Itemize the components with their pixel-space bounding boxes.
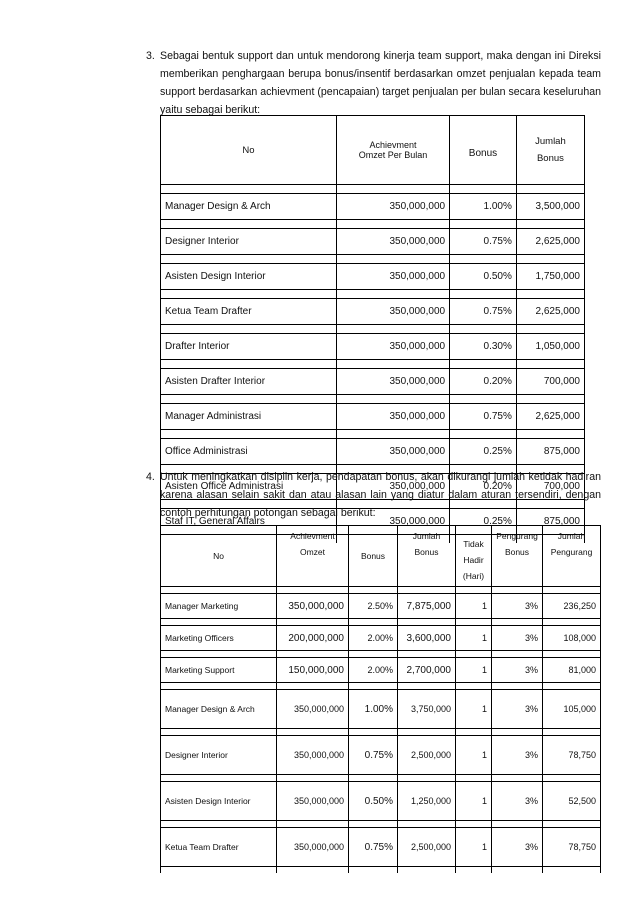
spacer-cell bbox=[349, 729, 398, 736]
table-row bbox=[161, 626, 601, 651]
spacer-cell bbox=[277, 587, 349, 594]
bonus-cell: 0.20% bbox=[450, 369, 517, 395]
table-row bbox=[161, 690, 601, 729]
pengurang-bonus-cell: 3% bbox=[492, 658, 543, 683]
spacer-cell bbox=[456, 775, 492, 782]
spacer-cell bbox=[398, 821, 456, 828]
header2-jumlah-pengurang-line2: Pengurang bbox=[550, 547, 593, 557]
position-cell: Staf IT, General Affairs bbox=[161, 509, 337, 535]
bonus-cell: 0.75% bbox=[349, 736, 398, 775]
row-spacer bbox=[161, 587, 601, 594]
spacer-cell bbox=[277, 821, 349, 828]
spacer-cell bbox=[492, 651, 543, 658]
jumlah-bonus-cell: 3,500,000 bbox=[516, 194, 584, 220]
jumlah-bonus-cell: 7,875,000 bbox=[398, 594, 456, 619]
header2-tidak-line3: (Hari) bbox=[462, 571, 485, 581]
bonus-cell: 0.20% bbox=[450, 474, 517, 500]
bonus-cell: 0.75% bbox=[450, 229, 517, 255]
spacer-cell bbox=[161, 683, 277, 690]
jumlah-pengurang-cell: 52,500 bbox=[543, 782, 601, 821]
header2-tidak-hadir bbox=[456, 526, 492, 587]
spacer-cell bbox=[516, 395, 584, 404]
row-spacer bbox=[161, 430, 585, 439]
omzet-cell: 350,000,000 bbox=[277, 782, 349, 821]
spacer-cell bbox=[516, 220, 584, 229]
jumlah-bonus-cell: 875,000 bbox=[516, 439, 584, 465]
row-spacer bbox=[161, 867, 601, 874]
row-spacer bbox=[161, 729, 601, 736]
section-3-paragraph: Sebagai bentuk support dan untuk mendorong kinerja team support, maka dengan ini Direksi memberikan penghargaan berupa bonus/insentif berdasarkan omzet penjualan kepada team support berdasarkan achievment (pencapaian) target penjualan per bulan secara keseluruhan yaitu sebagai berikut: bbox=[160, 50, 601, 116]
position-cell: Designer Interior bbox=[161, 229, 337, 255]
omzet-cell: 200,000,000 bbox=[277, 626, 349, 651]
deduction-table-header bbox=[161, 526, 601, 587]
spacer-cell bbox=[450, 395, 517, 404]
spacer-cell bbox=[492, 775, 543, 782]
spacer-cell bbox=[337, 290, 450, 299]
jumlah-bonus-cell: 700,000 bbox=[516, 369, 584, 395]
table-row bbox=[161, 404, 585, 430]
position-cell: Asisten Design Interior bbox=[161, 264, 337, 290]
spacer-cell bbox=[543, 867, 601, 874]
position-cell: Designer Interior bbox=[161, 736, 277, 775]
spacer-cell bbox=[456, 683, 492, 690]
table-row bbox=[161, 439, 585, 465]
header-no: No bbox=[161, 116, 337, 185]
spacer-cell bbox=[492, 619, 543, 626]
spacer-cell bbox=[161, 290, 337, 299]
header2-jumlah-line2: Bonus bbox=[414, 547, 439, 557]
bonus-cell: 0.50% bbox=[349, 782, 398, 821]
header-jumlah-line1: Jumlah bbox=[535, 136, 566, 147]
bonus-cell: 0.75% bbox=[450, 299, 517, 325]
jumlah-bonus-cell: 2,500,000 bbox=[398, 736, 456, 775]
section-4-number: 4. bbox=[146, 471, 155, 483]
table-row bbox=[161, 299, 585, 325]
spacer-cell bbox=[516, 290, 584, 299]
table-row bbox=[161, 782, 601, 821]
jumlah-bonus-cell: 2,700,000 bbox=[398, 658, 456, 683]
omzet-cell: 350,000,000 bbox=[337, 439, 450, 465]
table-row bbox=[161, 369, 585, 395]
row-spacer bbox=[161, 185, 585, 194]
table-row bbox=[161, 658, 601, 683]
spacer-cell bbox=[456, 821, 492, 828]
spacer-cell bbox=[492, 729, 543, 736]
spacer-cell bbox=[398, 775, 456, 782]
spacer-cell bbox=[543, 619, 601, 626]
omzet-cell: 350,000,000 bbox=[337, 474, 450, 500]
row-spacer bbox=[161, 360, 585, 369]
pengurang-bonus-cell: 3% bbox=[492, 782, 543, 821]
omzet-cell: 350,000,000 bbox=[337, 334, 450, 360]
header2-jumlah-line1: Jumlah bbox=[412, 531, 441, 541]
jumlah-pengurang-cell: 78,750 bbox=[543, 828, 601, 867]
bonus-cell: 2.00% bbox=[349, 658, 398, 683]
spacer-cell bbox=[543, 651, 601, 658]
spacer-cell bbox=[161, 619, 277, 626]
spacer-cell bbox=[543, 729, 601, 736]
spacer-cell bbox=[492, 821, 543, 828]
spacer-cell bbox=[398, 867, 456, 874]
section-3-number: 3. bbox=[146, 50, 155, 62]
spacer-cell bbox=[456, 867, 492, 874]
jumlah-bonus-cell: 1,050,000 bbox=[516, 334, 584, 360]
spacer-cell bbox=[349, 821, 398, 828]
table-row bbox=[161, 828, 601, 867]
header-jumlah-bonus bbox=[516, 116, 584, 185]
position-cell: Asisten Office Administrasi bbox=[161, 474, 337, 500]
omzet-cell: 350,000,000 bbox=[337, 369, 450, 395]
spacer-cell bbox=[349, 619, 398, 626]
header2-achievment-line1: Achievment bbox=[290, 531, 335, 541]
jumlah-pengurang-cell: 108,000 bbox=[543, 626, 601, 651]
spacer-cell bbox=[398, 683, 456, 690]
jumlah-pengurang-cell: 105,000 bbox=[543, 690, 601, 729]
row-spacer bbox=[161, 651, 601, 658]
header2-bonus: Bonus bbox=[349, 526, 398, 587]
position-cell: Ketua Team Drafter bbox=[161, 299, 337, 325]
tidak-hadir-cell: 1 bbox=[456, 736, 492, 775]
spacer-cell bbox=[161, 587, 277, 594]
spacer-cell bbox=[516, 255, 584, 264]
row-spacer bbox=[161, 290, 585, 299]
spacer-cell bbox=[516, 360, 584, 369]
spacer-cell bbox=[161, 729, 277, 736]
spacer-cell bbox=[516, 430, 584, 439]
bonus-cell: 0.25% bbox=[450, 509, 517, 535]
spacer-cell bbox=[398, 651, 456, 658]
spacer-cell bbox=[516, 325, 584, 334]
spacer-cell bbox=[161, 325, 337, 334]
spacer-cell bbox=[456, 587, 492, 594]
spacer-cell bbox=[161, 821, 277, 828]
spacer-cell bbox=[277, 683, 349, 690]
spacer-cell bbox=[161, 220, 337, 229]
spacer-cell bbox=[543, 587, 601, 594]
position-cell: Drafter Interior bbox=[161, 334, 337, 360]
spacer-cell bbox=[450, 430, 517, 439]
spacer-cell bbox=[543, 683, 601, 690]
spacer-cell bbox=[456, 651, 492, 658]
omzet-cell: 350,000,000 bbox=[337, 229, 450, 255]
jumlah-bonus-cell: 2,625,000 bbox=[516, 404, 584, 430]
position-cell: Marketing Support bbox=[161, 658, 277, 683]
spacer-cell bbox=[349, 867, 398, 874]
header-bonus: Bonus bbox=[450, 116, 517, 185]
jumlah-bonus-cell: 700,000 bbox=[516, 474, 584, 500]
header-achievment-line2: Omzet Per Bulan bbox=[358, 150, 428, 160]
omzet-cell: 350,000,000 bbox=[337, 299, 450, 325]
omzet-cell: 350,000,000 bbox=[337, 404, 450, 430]
spacer-cell bbox=[456, 619, 492, 626]
tidak-hadir-cell: 1 bbox=[456, 782, 492, 821]
table-row bbox=[161, 229, 585, 255]
header-jumlah-line2: Bonus bbox=[536, 153, 564, 164]
position-cell: Asisten Drafter Interior bbox=[161, 369, 337, 395]
spacer-cell bbox=[277, 651, 349, 658]
spacer-cell bbox=[161, 775, 277, 782]
header2-jumlah-pengurang-line1: Jumlah bbox=[557, 531, 586, 541]
jumlah-bonus-cell: 2,625,000 bbox=[516, 229, 584, 255]
jumlah-bonus-cell: 2,500,000 bbox=[398, 828, 456, 867]
row-spacer bbox=[161, 821, 601, 828]
header2-tidak-line1: Tidak bbox=[463, 539, 484, 549]
jumlah-pengurang-cell: 81,000 bbox=[543, 658, 601, 683]
table-row bbox=[161, 334, 585, 360]
spacer-cell bbox=[161, 430, 337, 439]
row-spacer bbox=[161, 683, 601, 690]
spacer-cell bbox=[349, 651, 398, 658]
tidak-hadir-cell: 1 bbox=[456, 828, 492, 867]
position-cell: Manager Marketing bbox=[161, 594, 277, 619]
spacer-cell bbox=[337, 395, 450, 404]
spacer-cell bbox=[450, 185, 517, 194]
bonus-cell: 0.75% bbox=[450, 404, 517, 430]
spacer-cell bbox=[277, 775, 349, 782]
position-cell: Asisten Design Interior bbox=[161, 782, 277, 821]
spacer-cell bbox=[450, 290, 517, 299]
position-cell: Marketing Officers bbox=[161, 626, 277, 651]
header2-achievment-line2: Omzet bbox=[299, 547, 326, 557]
spacer-cell bbox=[450, 255, 517, 264]
omzet-cell: 350,000,000 bbox=[277, 828, 349, 867]
omzet-cell: 350,000,000 bbox=[337, 509, 450, 535]
section-4-paragraph: Untuk meningkatkan disiplin kerja, pendapatan bonus, akan dikurangi jumlah ketidak hadiran karena alasan selain sakit dan atau alasan lain yang diatur dalam aturan tersendiri, dengan contoh perhitungan potongan sebagai berikut: bbox=[160, 471, 601, 519]
table-row bbox=[161, 264, 585, 290]
position-cell: Ketua Team Drafter bbox=[161, 828, 277, 867]
tidak-hadir-cell: 1 bbox=[456, 626, 492, 651]
spacer-cell bbox=[450, 360, 517, 369]
spacer-cell bbox=[161, 395, 337, 404]
omzet-cell: 350,000,000 bbox=[277, 690, 349, 729]
spacer-cell bbox=[337, 325, 450, 334]
omzet-cell: 350,000,000 bbox=[277, 594, 349, 619]
spacer-cell bbox=[492, 683, 543, 690]
header2-pengurang-line1: Pengurang bbox=[496, 531, 538, 541]
header2-jumlah-pengurang bbox=[543, 526, 601, 587]
spacer-cell bbox=[456, 729, 492, 736]
spacer-cell bbox=[492, 587, 543, 594]
position-cell: Manager Design & Arch bbox=[161, 194, 337, 220]
jumlah-bonus-cell: 1,750,000 bbox=[516, 264, 584, 290]
bonus-table-header bbox=[161, 116, 585, 185]
spacer-cell bbox=[349, 775, 398, 782]
row-spacer bbox=[161, 775, 601, 782]
tidak-hadir-cell: 1 bbox=[456, 690, 492, 729]
spacer-cell bbox=[398, 587, 456, 594]
omzet-cell: 350,000,000 bbox=[337, 264, 450, 290]
row-spacer bbox=[161, 619, 601, 626]
spacer-cell bbox=[161, 867, 277, 874]
jumlah-bonus-cell: 3,600,000 bbox=[398, 626, 456, 651]
spacer-cell bbox=[337, 255, 450, 264]
deduction-table-body bbox=[161, 587, 601, 874]
header2-jumlah-bonus bbox=[398, 526, 456, 587]
jumlah-pengurang-cell: 78,750 bbox=[543, 736, 601, 775]
spacer-cell bbox=[337, 220, 450, 229]
section-3 bbox=[146, 47, 601, 119]
header-achievment-line1: Achievment bbox=[369, 140, 417, 150]
row-spacer bbox=[161, 220, 585, 229]
spacer-cell bbox=[543, 775, 601, 782]
spacer-cell bbox=[398, 619, 456, 626]
pengurang-bonus-cell: 3% bbox=[492, 594, 543, 619]
spacer-cell bbox=[450, 325, 517, 334]
spacer-cell bbox=[492, 867, 543, 874]
bonus-cell: 2.50% bbox=[349, 594, 398, 619]
jumlah-bonus-cell: 875,000 bbox=[516, 509, 584, 535]
jumlah-bonus-cell: 3,750,000 bbox=[398, 690, 456, 729]
header2-pengurang-line2: Bonus bbox=[504, 547, 530, 557]
position-cell: Manager Administrasi bbox=[161, 404, 337, 430]
spacer-cell bbox=[543, 821, 601, 828]
section-4 bbox=[146, 468, 601, 522]
spacer-cell bbox=[337, 360, 450, 369]
jumlah-pengurang-cell: 236,250 bbox=[543, 594, 601, 619]
spacer-cell bbox=[450, 220, 517, 229]
omzet-cell: 350,000,000 bbox=[337, 194, 450, 220]
spacer-cell bbox=[337, 185, 450, 194]
pengurang-bonus-cell: 3% bbox=[492, 828, 543, 867]
spacer-cell bbox=[161, 651, 277, 658]
bonus-cell: 0.30% bbox=[450, 334, 517, 360]
omzet-cell: 350,000,000 bbox=[277, 736, 349, 775]
row-spacer bbox=[161, 255, 585, 264]
pengurang-bonus-cell: 3% bbox=[492, 626, 543, 651]
spacer-cell bbox=[161, 360, 337, 369]
bonus-cell: 0.75% bbox=[349, 828, 398, 867]
bonus-cell: 0.50% bbox=[450, 264, 517, 290]
spacer-cell bbox=[398, 729, 456, 736]
spacer-cell bbox=[161, 185, 337, 194]
spacer-cell bbox=[277, 867, 349, 874]
tidak-hadir-cell: 1 bbox=[456, 658, 492, 683]
spacer-cell bbox=[349, 683, 398, 690]
jumlah-bonus-cell: 1,250,000 bbox=[398, 782, 456, 821]
spacer-cell bbox=[277, 729, 349, 736]
spacer-cell bbox=[277, 619, 349, 626]
header2-tidak-line2: Hadir bbox=[463, 555, 484, 565]
deduction-table bbox=[160, 525, 601, 873]
position-cell: Office Administrasi bbox=[161, 439, 337, 465]
tidak-hadir-cell: 1 bbox=[456, 594, 492, 619]
spacer-cell bbox=[161, 255, 337, 264]
row-spacer bbox=[161, 325, 585, 334]
pengurang-bonus-cell: 3% bbox=[492, 690, 543, 729]
header-achievment bbox=[337, 116, 450, 185]
spacer-cell bbox=[349, 587, 398, 594]
header2-achievment bbox=[277, 526, 349, 587]
bonus-cell: 2.00% bbox=[349, 626, 398, 651]
jumlah-bonus-cell: 2,625,000 bbox=[516, 299, 584, 325]
pengurang-bonus-cell: 3% bbox=[492, 736, 543, 775]
header2-pengurang-bonus bbox=[492, 526, 543, 587]
bonus-cell: 0.25% bbox=[450, 439, 517, 465]
row-spacer bbox=[161, 395, 585, 404]
table-row bbox=[161, 594, 601, 619]
spacer-cell bbox=[516, 185, 584, 194]
table-row bbox=[161, 194, 585, 220]
bonus-cell: 1.00% bbox=[450, 194, 517, 220]
header2-no: No bbox=[161, 526, 277, 587]
bonus-cell: 1.00% bbox=[349, 690, 398, 729]
position-cell: Manager Design & Arch bbox=[161, 690, 277, 729]
table-row bbox=[161, 736, 601, 775]
omzet-cell: 150,000,000 bbox=[277, 658, 349, 683]
spacer-cell bbox=[337, 430, 450, 439]
